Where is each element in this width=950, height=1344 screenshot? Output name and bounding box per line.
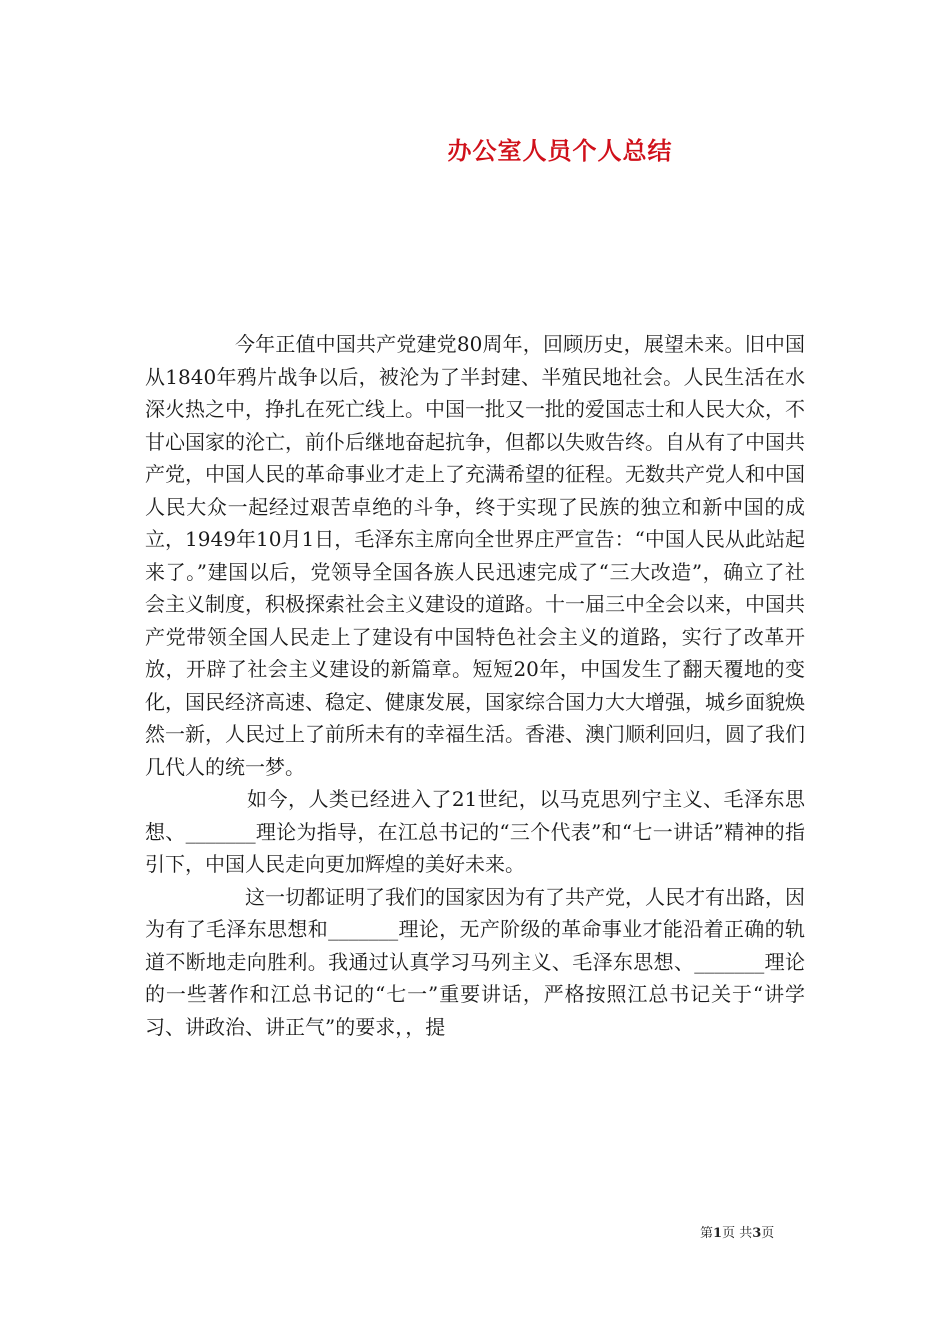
footer-current-page: 1 (713, 1226, 723, 1241)
paragraph-3: 这一切都证明了我们的国家因为有了共产党，人民才有出路，因为有了毛泽东思想和_______理论，无产阶级的革命事业才能沿着正确的轨道不断地走向胜利。我通过认真学习马列主义、毛泽东思想、_______理论的一些著作和江总书记的“七一”重要讲话，严格按照江总书记关于“讲学习、讲政治、讲正气”的要求，，提 (145, 884, 805, 1039)
paragraph-1: 今年正值中国共产党建党80周年，回顾历史，展望未来。旧中国从1840年鸦片战争以后，被沦为了半封建、半殖民地社会。人民生活在水深火热之中，挣扎在死亡线上。中国一批又一批的爱国志士和人民大众，不甘心国家的沦亡，前仆后继地奋起抗争，但都以失败告终。自从有了中国共产党，中国人民的革命事业才走上了充满希望的征程。无数共产党人和中国人民大众一起经过艰苦卓绝的斗争，终于实现了民族的独立和新中国的成立，1949年10月1日，毛泽东主席向全世界庄严宣告：“中国人民从此站起来了。”建国以后，党领导全国各族人民迅速完成了“三大改造”，确立了社会主义制度，积极探索社会主义建设的道路。十一届三中全会以来，中国共产党带领全国人民走上了建设有中国特色社会主义的道路，实行了改革开放，开辟了社会主义建设的新篇章。短短20年，中国发生了翻天覆地的变化，国民经济高速、稳定、健康发展，国家综合国力大大增强，城乡面貌焕然一新，人民过上了前所未有的幸福生活。香港、澳门顺利回归，圆了我们几代人的统一梦。 (145, 332, 805, 779)
footer-total-pages: 3 (752, 1226, 762, 1241)
footer-prefix: 第 (700, 1226, 714, 1241)
paragraph-2: 如今，人类已经进入了21世纪，以马克思列宁主义、毛泽东思想、_______理论为指导，在江总书记的“三个代表”和“七一讲话”精神的指引下，中国人民走向更加辉煌的美好未来。 (145, 787, 805, 876)
document-title: 办公室人员个人总结 (447, 136, 673, 165)
footer-suffix: 页 (761, 1226, 775, 1241)
footer-middle: 页 共 (722, 1226, 753, 1241)
page-number-footer (700, 1225, 840, 1243)
document-body (145, 328, 805, 1043)
